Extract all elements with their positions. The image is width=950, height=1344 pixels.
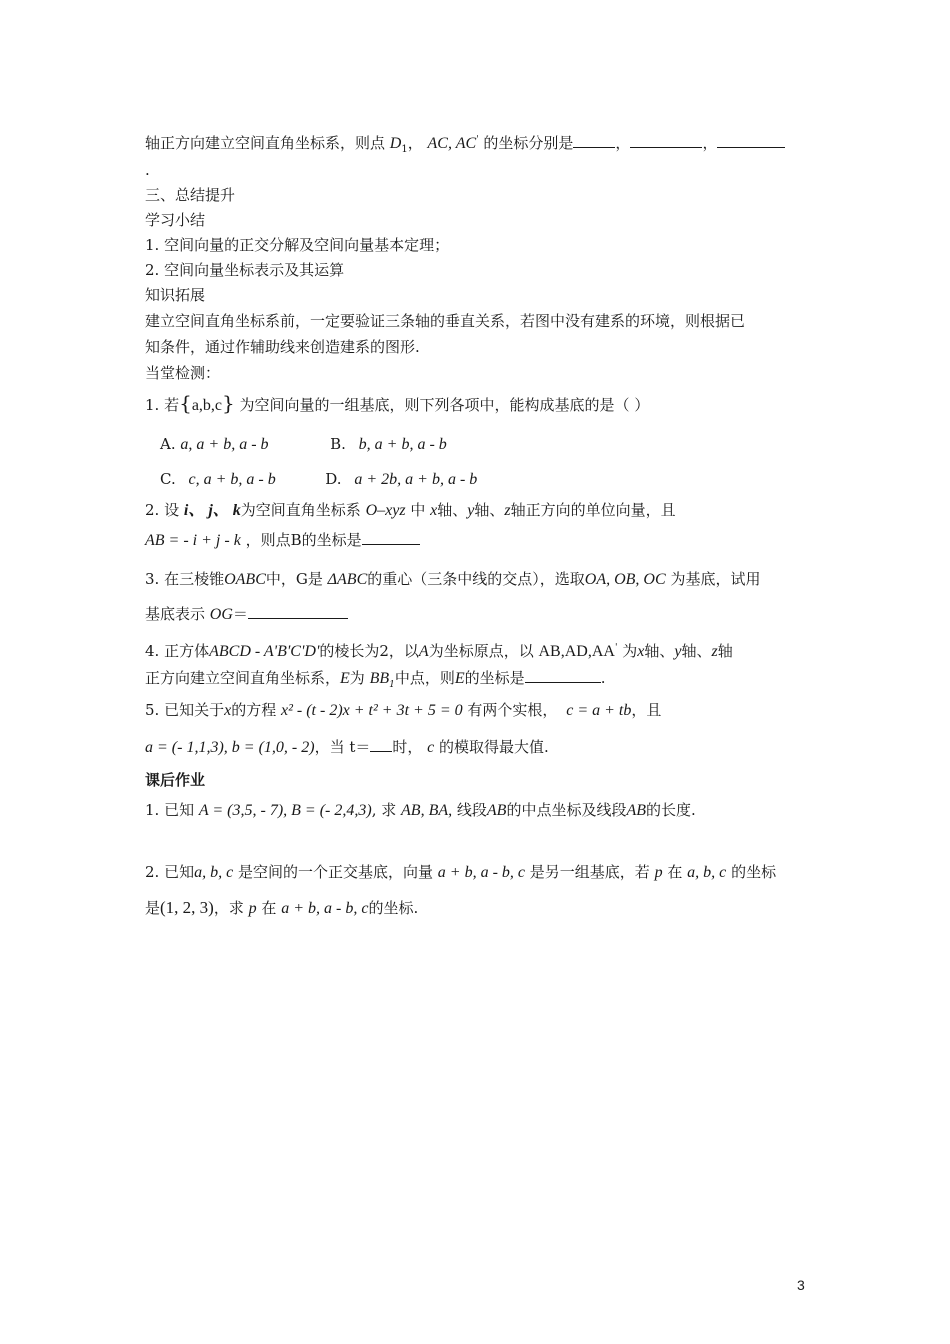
option-d-label: D. — [325, 470, 342, 488]
text: 是空间的一个正交基底，向量 — [237, 863, 433, 881]
text: 中点，则 — [394, 669, 455, 687]
question-5-cont — [145, 737, 549, 758]
text: 在 — [261, 899, 277, 917]
math-p: p — [654, 864, 663, 881]
text: 时， — [392, 738, 423, 756]
subheading-extension: 知识拓展 — [145, 286, 206, 304]
homework-2-cont — [145, 898, 418, 919]
math-z: z — [504, 502, 511, 519]
text: ，当 t＝ — [314, 738, 371, 756]
answer-blank[interactable] — [630, 133, 702, 148]
option-c-label: C. — [160, 470, 176, 488]
section-heading: 三、总结提升 — [145, 186, 236, 204]
answer-blank[interactable] — [573, 133, 615, 148]
text: 为空间向量的一组基底，则下列各项中，能构成基底的是（ ） — [239, 396, 650, 414]
summary-item-1: 1. 空间向量的正交分解及空间向量基本定理； — [145, 236, 450, 254]
math-basis: a + b, a - b, c — [437, 864, 526, 881]
text: 有两个实根， — [467, 701, 558, 719]
math-og: OG — [209, 606, 233, 623]
text: 2. 已知 — [145, 863, 195, 881]
brace-right: } — [222, 391, 235, 415]
text: 基底表示 — [145, 605, 206, 623]
text: 在 — [667, 863, 683, 881]
text: 轴正方向建立空间直角坐标系，则点 — [145, 134, 386, 152]
text: 轴、 — [681, 642, 712, 660]
option-a-label: A. — [160, 435, 176, 453]
answer-blank[interactable] — [248, 604, 348, 619]
text: ，则点B的坐标是 — [245, 531, 362, 549]
math-ab-eq: AB = - i + j - k — [145, 532, 241, 549]
text: 4. 正方体 — [145, 642, 210, 660]
text: 的中点坐标及线段 — [506, 801, 627, 819]
math-cube: ABCD - A'B'C'D' — [209, 643, 320, 660]
text: 3. 在三棱锥 — [145, 570, 225, 588]
text: , 求 — [371, 801, 397, 819]
text: 轴 — [717, 642, 733, 660]
text: 轴正方向的单位向量，且 — [510, 501, 676, 519]
math-vectors: a = (- 1,1,3), b = (1,0, - 2) — [145, 739, 315, 756]
math-y: y — [467, 502, 475, 519]
math-y: y — [674, 643, 682, 660]
math-a: A — [418, 643, 429, 660]
text: 1. 若 — [145, 396, 180, 414]
extension-paragraph-2: 知条件，通过作辅助线来创造建系的图形. — [145, 338, 420, 356]
math-c: c — [427, 739, 435, 756]
text: ，求 — [213, 899, 244, 917]
text: 的棱长为2，以 — [319, 642, 419, 660]
option-b: b, a + b, a - b — [358, 436, 447, 453]
math-system: O–xyz — [365, 502, 406, 519]
math-oabc: OABC — [224, 571, 266, 588]
question-4 — [145, 638, 733, 662]
math-basis: OA, OB, OC — [584, 571, 666, 588]
question-3 — [145, 569, 760, 590]
text: 为基底，试用 — [670, 570, 761, 588]
math-ab: AB — [486, 802, 507, 819]
text: 是另一组基底，若 — [529, 863, 650, 881]
option-a: a, a + b, a - b — [180, 436, 269, 453]
answer-blank[interactable] — [717, 133, 785, 148]
question-continuation-line — [145, 130, 785, 160]
math-e: E — [454, 670, 465, 687]
subscript: 1 — [401, 144, 408, 155]
math-ac: AC, AC — [427, 135, 477, 152]
text: 的长度. — [646, 801, 696, 819]
text: 5. 已知关于 — [145, 701, 225, 719]
text: 的方程 — [231, 701, 277, 719]
text: ， — [702, 134, 718, 152]
math-coord: (1, 2, 3) — [160, 898, 214, 917]
math-c: c = a + tb — [566, 702, 632, 719]
text: 的重心（三条中线的交点），选取 — [367, 570, 585, 588]
homework-2 — [145, 862, 776, 883]
question-1 — [145, 393, 649, 416]
question-4-cont — [145, 668, 605, 695]
question-3-cont — [145, 604, 348, 625]
text: ＝ — [232, 605, 248, 623]
text: ， — [407, 134, 423, 152]
option-d: a + 2b, a + b, a - b — [354, 471, 478, 488]
text: 轴、 — [474, 501, 505, 519]
text: 为坐标原点，以 — [428, 642, 534, 660]
subheading-check: 当堂检测： — [145, 364, 221, 382]
text: 的坐标. — [368, 899, 419, 917]
answer-blank[interactable] — [525, 668, 601, 683]
math-ab-ba: AB, BA, — [401, 802, 453, 819]
extension-paragraph-1: 建立空间直角坐标系前，一定要验证三条轴的垂直关系，若图中没有建系的环境，则根据已 — [145, 312, 746, 330]
summary-item-2: 2. 空间向量坐标表示及其运算 — [145, 261, 345, 279]
text: . — [600, 669, 606, 687]
page-number: 3 — [797, 1277, 805, 1293]
homework-heading: 课后作业 — [145, 771, 206, 789]
answer-blank[interactable] — [362, 530, 420, 545]
text: ，且 — [631, 701, 662, 719]
question-2 — [145, 500, 676, 521]
math-d1: D — [389, 135, 402, 152]
text: 的坐标是 — [464, 669, 525, 687]
math-triangle: ΔABC — [327, 571, 368, 588]
math-x: x — [430, 502, 438, 519]
text: 轴、 — [437, 501, 468, 519]
subheading-summary: 学习小结 — [145, 211, 206, 229]
option-b-label: B. — [330, 435, 346, 453]
math-ijk: i、 j、 k — [183, 502, 241, 519]
math-x: x — [637, 643, 645, 660]
text: 是 — [145, 899, 161, 917]
answer-blank[interactable] — [370, 737, 392, 752]
superscript: ' — [476, 135, 479, 145]
math-p: p — [248, 900, 257, 917]
text: 为 — [622, 642, 638, 660]
question-5 — [145, 700, 661, 721]
question-2-cont — [145, 530, 420, 551]
brace-left: { — [179, 391, 192, 415]
period-line: . — [145, 161, 150, 179]
text: 线段 — [452, 801, 487, 819]
text: 中，G是 — [265, 570, 323, 588]
text: 的坐标 — [731, 863, 777, 881]
text: ， — [615, 134, 631, 152]
math-set: a,b,c — [191, 397, 223, 414]
math-basis: a + b, a - b, c — [281, 900, 369, 917]
text: 的模取得最大值. — [439, 738, 549, 756]
option-c: c, a + b, a - b — [188, 471, 276, 488]
text: 正方向建立空间直角坐标系， — [145, 669, 341, 687]
text: 的坐标分别是 — [483, 134, 574, 152]
question-1-options-row-2 — [160, 469, 477, 490]
math-ab: AB — [626, 802, 647, 819]
math-bb1: BB — [369, 670, 390, 687]
text: 为空间直角坐标系 — [240, 501, 361, 519]
text: 1. 已知 — [145, 801, 195, 819]
math-axes: AB,AD,AA — [538, 643, 615, 660]
math-x: x — [224, 702, 232, 719]
superscript: ' — [614, 643, 618, 653]
math-points: A = (3,5, - 7), B = (- 2,4,3) — [198, 802, 372, 819]
homework-1 — [145, 800, 696, 821]
math-abc: a, b, c — [194, 864, 234, 881]
text: 中 — [410, 501, 426, 519]
text: 2. 设 — [145, 501, 180, 519]
math-equation: x² - (t - 2)x + t² + 3t + 5 = 0 — [281, 702, 463, 719]
math-z: z — [711, 643, 718, 660]
math-abc: a, b, c — [687, 864, 727, 881]
text: 轴、 — [644, 642, 675, 660]
subscript: 1 — [389, 680, 395, 690]
math-e: E — [340, 670, 350, 687]
question-1-options-row-1 — [160, 434, 447, 455]
text: 为 — [349, 669, 365, 687]
